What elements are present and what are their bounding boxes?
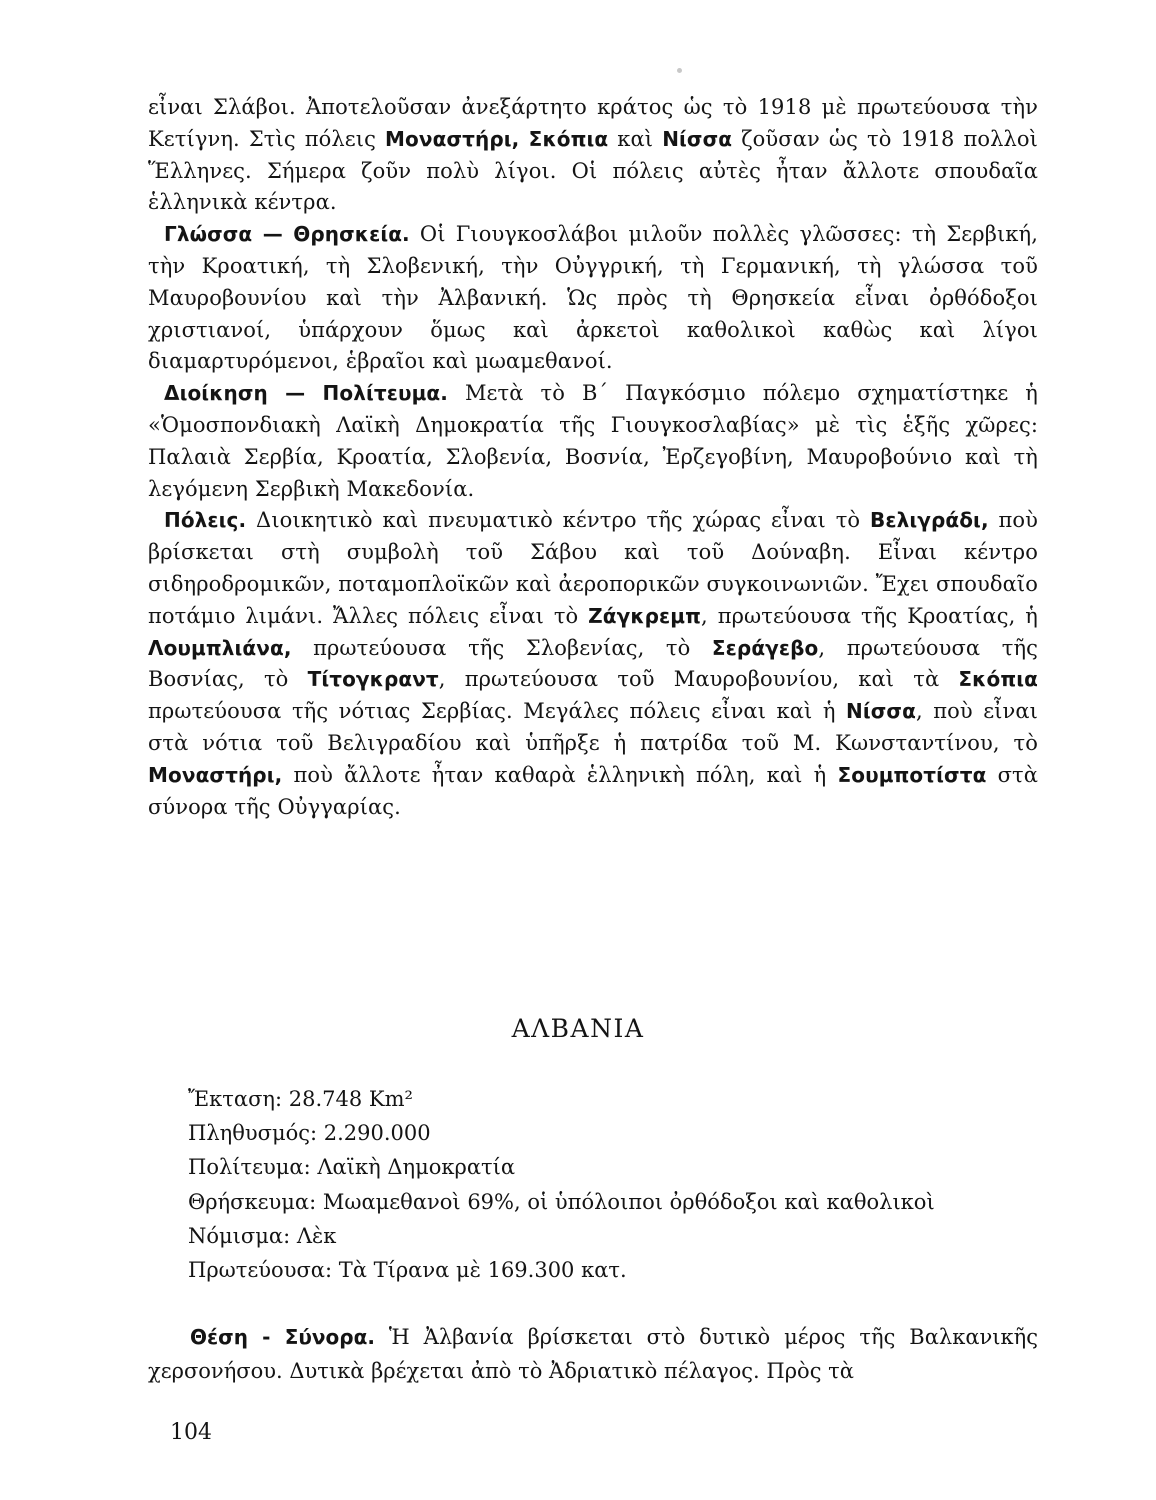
paragraph-text: , πρωτεύουσα τοῦ Μαυροβουνίου, καὶ τὰ [438,667,959,692]
fact-label: Πληθυσμός: [188,1121,318,1146]
fact-label: Πρωτεύουσα: [188,1258,333,1283]
fact-row-religion [188,1185,1048,1219]
paragraph-text: Διοικητικὸ καὶ πνευματικὸ κέντρο τῆς χώρας εἶναι τὸ [246,508,870,533]
albania-location-text [148,1320,1038,1388]
paragraph-continued [148,92,1038,219]
print-speck [677,68,682,73]
fact-value: Λὲκ [296,1223,337,1248]
paragraph-text: εἶναι Σλάβοι. Ἀποτελοῦσαν ἀνεξάρτητο κράτος ὡς τὸ 1918 μὲ πρωτεύουσα τὴν Κετίγνη. Στὶς πόλεις [148,95,1038,151]
bold-place-name: Νίσσα [662,126,733,151]
bold-place-name: Σκόπια [958,667,1038,692]
yugoslavia-body-text [148,92,1038,823]
paragraph-heading: Πόλεις. [164,508,247,533]
bold-place-name: Λουμπλιάνα, [148,635,292,660]
paragraph-text: , πρωτεύουσα τῆς Κροατίας, ἡ [701,603,1038,628]
bold-place-name: Βελιγράδι, [870,508,989,533]
fact-row-capital [188,1253,1048,1287]
fact-label: Νόμισμα: [188,1223,291,1248]
fact-row-area [188,1082,1048,1116]
fact-value: Τὰ Τίρανα μὲ 169.300 κατ. [338,1258,627,1283]
paragraph-text: καὶ [608,126,663,151]
bold-place-name: Σουμποτίστα [837,762,987,787]
fact-value: 28.748 Km² [288,1087,413,1111]
fact-row-government [188,1150,1048,1184]
bold-place-name: Τίτογκραντ [307,667,439,692]
paragraph-text: Μετὰ τὸ Β΄ Παγκόσμιο πόλεμο σχηματίστηκε ἡ «Ὁμοσπονδιακὴ Λαϊκὴ Δημοκρατία τῆς Γιουγκοσλαβίας» μὲ τὶς ἑξῆς χῶρες: Παλαιὰ Σερβία, Κροατία, Σλοβενία, Βοσνία, Ἐρζεγοβίνη, Μαυροβούνιο καὶ τὴ λεγόμενη Σερβικὴ Μακεδονία. [148,381,1038,501]
paragraph-cities [148,505,1038,823]
fact-row-population [188,1116,1048,1150]
fact-label: Θρήσκευμα: [188,1189,317,1214]
paragraph-heading: Γλώσσα — Θρησκεία. [164,222,410,247]
fact-value: 2.290.000 [323,1121,431,1146]
paragraph-text: Ἡ Ἀλβανία βρίσκεται στὸ δυτικὸ μέρος τῆς Βαλκανικῆς χερσονήσου. Δυτικὰ βρέχεται ἀπὸ τὸ Ἀδριατικὸ πέλαγος. Πρὸς τὰ [148,1325,1038,1383]
bold-place-name: Νίσσα [846,699,916,724]
fact-value: Λαϊκὴ Δημοκρατία [317,1155,516,1180]
bold-place-name: Σεράγεβο [711,635,819,660]
paragraph-heading: Διοίκηση — Πολίτευμα. [164,381,448,406]
paragraph-text: ζοῦσαν ὡς τὸ 1918 πολλοὶ Ἕλληνες. Σήμερα ζοῦν πολὺ λίγοι. Οἱ πόλεις αὐτὲς ἦταν ἄλλοτε σπουδαῖα ἑλληνικὰ κέντρα. [148,126,1039,215]
paragraph-text: Οἱ Γιουγκοσλάβοι μιλοῦν πολλὲς γλῶσσες: τὴ Σερβική, τὴν Κροατική, τὴ Σλοβενική, τὴν Οὐγγρική, τὴ Γερμανική, τὴ γλώσσα τοῦ Μαυροβουνίου καὶ τὴν Ἀλβανική. Ὡς πρὸς τὴ Θρησκεία εἶναι ὀρθόδοξοι χριστιανοί, ὑπάρχουν ὅμως καὶ ἀρκετοὶ καθολικοὶ καθὼς καὶ λίγοι διαμαρτυρόμενοι, ἑβραῖοι καὶ μωαμεθανοί. [148,222,1038,374]
fact-label: Πολίτευμα: [188,1155,311,1180]
paragraph-administration [148,378,1038,505]
albania-facts-list [188,1082,1048,1287]
bold-place-name: Μοναστήρι, Σκόπια [385,126,609,151]
paragraph-text: ποὺ βρίσκεται στὴ συμβολὴ τοῦ Σάβου καὶ τοῦ Δούναβη. Εἶναι κέντρο σιδηροδρομικῶν, ποταμοπλοϊκῶν καὶ ἀεροπορικῶν συγκοινωνιῶν. Ἔχει σπουδαῖο ποτάμιο λιμάνι. Ἄλλες πόλεις εἶναι τὸ [148,508,1038,628]
paragraph-text: πρωτεύουσα τῆς Σλοβενίας, τὸ [291,635,712,660]
fact-row-currency [188,1219,1048,1253]
fact-label: Ἔκταση: [188,1087,283,1111]
section-title-albania: ΑΛΒΑΝΙΑ [511,1014,645,1043]
bold-place-name: Μοναστήρι, [148,762,283,787]
paragraph-text: , πρωτεύουσα τῆς Βοσνίας, τὸ [148,635,1038,692]
paragraph-text: πρωτεύουσα τῆς νότιας Σερβίας. Μεγάλες πόλεις εἶναι καὶ ἡ [148,699,847,724]
fact-value: Μωαμεθανοὶ 69%, οἱ ὑπόλοιποι ὀρθόδοξοι καὶ καθολικοὶ [322,1189,935,1214]
page-number: 104 [170,1420,212,1445]
paragraph-language-religion [148,219,1038,378]
paragraph-text: στὰ σύνορα τῆς Οὐγγαρίας. [148,762,1039,819]
paragraph-location-borders [148,1320,1038,1388]
paragraph-heading: Θέση - Σύνορα. [190,1325,375,1349]
paragraph-text: , ποὺ εἶναι στὰ νότια τοῦ Βελιγραδίου καὶ ὑπῆρξε ἡ πατρίδα τοῦ Μ. Κωνσταντίνου, τὸ [148,699,1038,755]
bold-place-name: Ζάγκρεμπ [588,603,702,628]
paragraph-text: ποὺ ἄλλοτε ἦταν καθαρὰ ἑλληνικὴ πόλη, καὶ ἡ [282,762,838,787]
